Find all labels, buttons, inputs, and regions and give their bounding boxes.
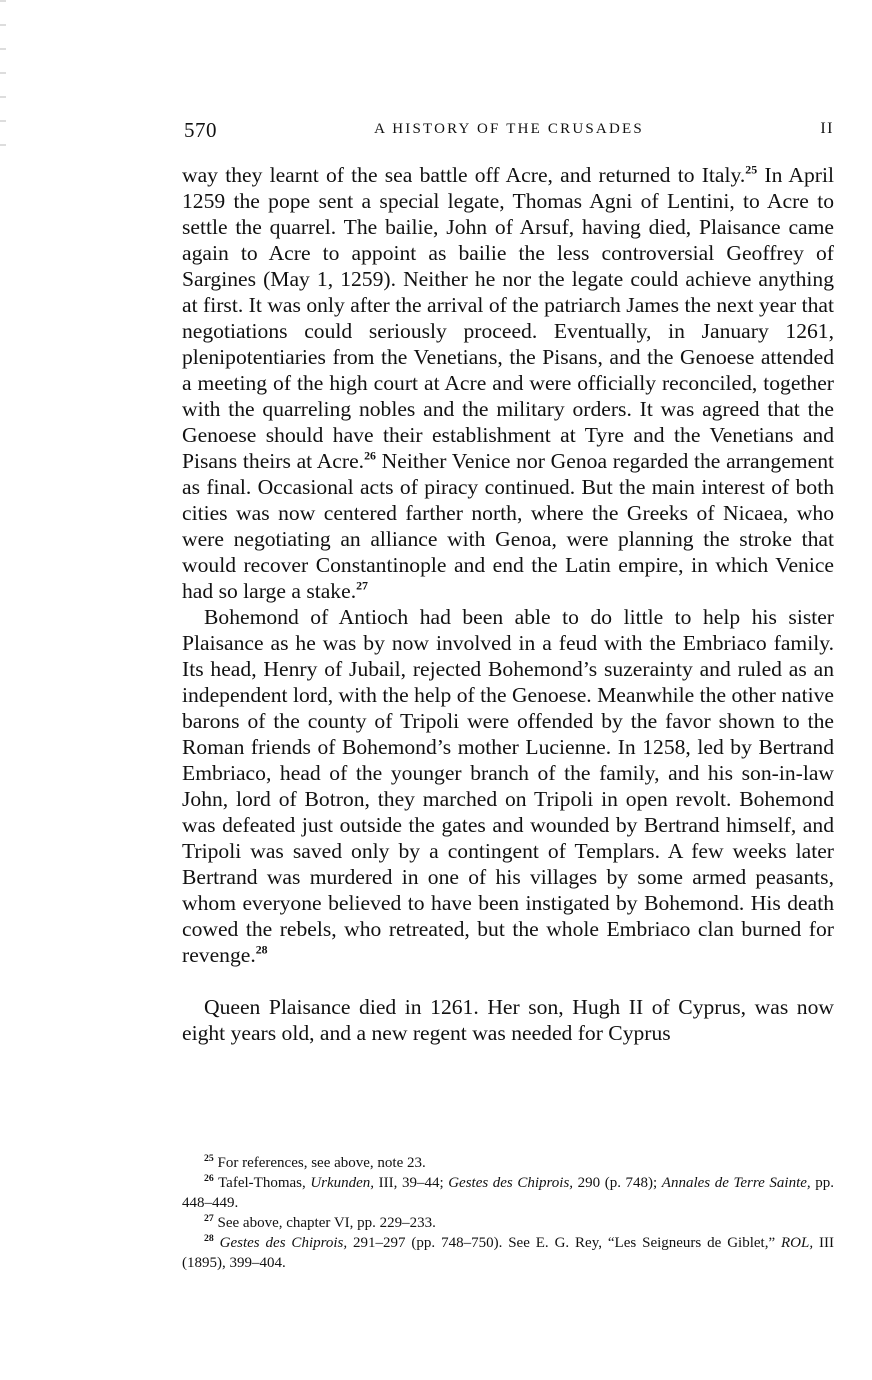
body-text	[182, 162, 834, 1046]
paragraph-3-text: Queen Plaisance died in 1261. Her son, Hugh II of Cyprus, was now eight years old, and a new regent was needed for Cyprus	[182, 995, 834, 1045]
footnote-26-text-a: Tafel-Thomas,	[218, 1175, 311, 1191]
footnote-28-text-b: 291–297 (pp. 748–750). See E. G. Rey, “Les Seigneurs de Giblet,”	[347, 1235, 781, 1251]
footnote-ref-28: 28	[255, 942, 268, 957]
paragraph-1-text-a: way they learnt of the sea battle off Acre, and returned to Italy.	[182, 163, 746, 187]
footnote-number-26: 26	[204, 1173, 214, 1185]
footnote-ref-27: 27	[356, 578, 368, 593]
volume-number: II	[820, 120, 834, 137]
footnote-28-text-d: III (1895), 399–404.	[182, 1235, 834, 1271]
footnote-27	[182, 1213, 834, 1233]
footnote-25	[182, 1153, 834, 1173]
footnote-26-text-c: III, 39–44;	[374, 1175, 449, 1191]
paragraph-1	[182, 162, 834, 604]
footnote-26-title-urkunden: Urkunden,	[310, 1175, 375, 1191]
footnote-27-text: See above, chapter VI, pp. 229–233.	[217, 1215, 436, 1231]
footnote-number-28: 28	[204, 1233, 214, 1245]
footnote-28	[182, 1233, 834, 1273]
paragraph-1-text-c: Neither Venice nor Genoa regarded the arrangement as final. Occasional acts of piracy continued. But the main interest of both cities was now centered farther north, where the Greeks of Nicaea, who were negotiating an alliance with Genoa, were planning the stroke that would recover Constantinople and end the Latin empire, in which Venice had so large a stake.	[182, 449, 834, 603]
footnote-26-title-annales: Annales de Terre Sainte,	[661, 1175, 811, 1191]
page-number: 570	[184, 118, 217, 142]
scan-edge-marks	[0, 0, 6, 160]
running-header	[184, 118, 834, 142]
paragraph-3	[182, 994, 834, 1046]
footnote-26-title-gestes: Gestes des Chiprois,	[448, 1175, 574, 1191]
paragraph-2-text: Bohemond of Antioch had been able to do little to help his sister Plaisance as he was by now involved in a feud with the Embriaco family. Its head, Henry of Jubail, rejected Bohemond’s suzerainty and ruled as an independent lord, with the help of the Genoese. Meanwhile the other native barons of the county of Tripoli were offended by the favor shown to the Roman friends of Bohemond’s mother Lucienne. In 1258, led by Bertrand Embriaco, head of the younger branch of the family, and his son-in-law John, lord of Botron, they marched on Tripoli in open revolt. Bohemond was defeated just outside the gates and wounded by Bertrand himself, and Tripoli was saved only by a contingent of Templars. A few weeks later Bertrand was murdered in one of his villages by some armed peasants, whom everyone believed to have been instigated by Bohemond. His death cowed the rebels, who retreated, but the whole Embriaco clan burned for revenge.	[182, 605, 834, 967]
footnote-25-text: For references, see above, note 23.	[217, 1155, 426, 1171]
running-title: A HISTORY OF THE CRUSADES	[374, 121, 644, 137]
footnotes	[182, 1153, 834, 1273]
footnote-ref-26: 26	[364, 448, 376, 463]
footnote-number-25: 25	[204, 1153, 214, 1165]
paragraph-2	[182, 604, 834, 968]
footnote-28-title-rol: ROL,	[781, 1235, 814, 1251]
footnote-ref-25: 25	[745, 162, 758, 177]
footnote-26-text-g: pp. 448–449.	[182, 1175, 835, 1211]
footnote-26	[182, 1173, 834, 1213]
paragraph-1-text-b: In April 1259 the pope sent a special legate, Thomas Agni of Lentini, to Acre to settle the quarrel. The bailie, John of Arsuf, having died, Plaisance came again to Acre to appoint as bailie the less controversial Geoffrey of Sargines (May 1, 1259). Neither he nor the legate could achieve anything at first. It was only after the arrival of the patriarch James the next year that negotiations could seriously proceed. Eventually, in January 1261, plenipotentiaries from the Venetians, the Pisans, and the Genoese attended a meeting of the high court at Acre and were officially reconciled, together with the quarreling nobles and the military orders. It was agreed that the Genoese should have their establishment at Tyre and the Venetians and Pisans theirs at Acre.	[182, 163, 834, 473]
footnote-number-27: 27	[204, 1213, 214, 1225]
footnote-26-text-e: 290 (p. 748);	[573, 1175, 662, 1191]
footnote-28-title-gestes: Gestes des Chiprois,	[219, 1235, 348, 1251]
